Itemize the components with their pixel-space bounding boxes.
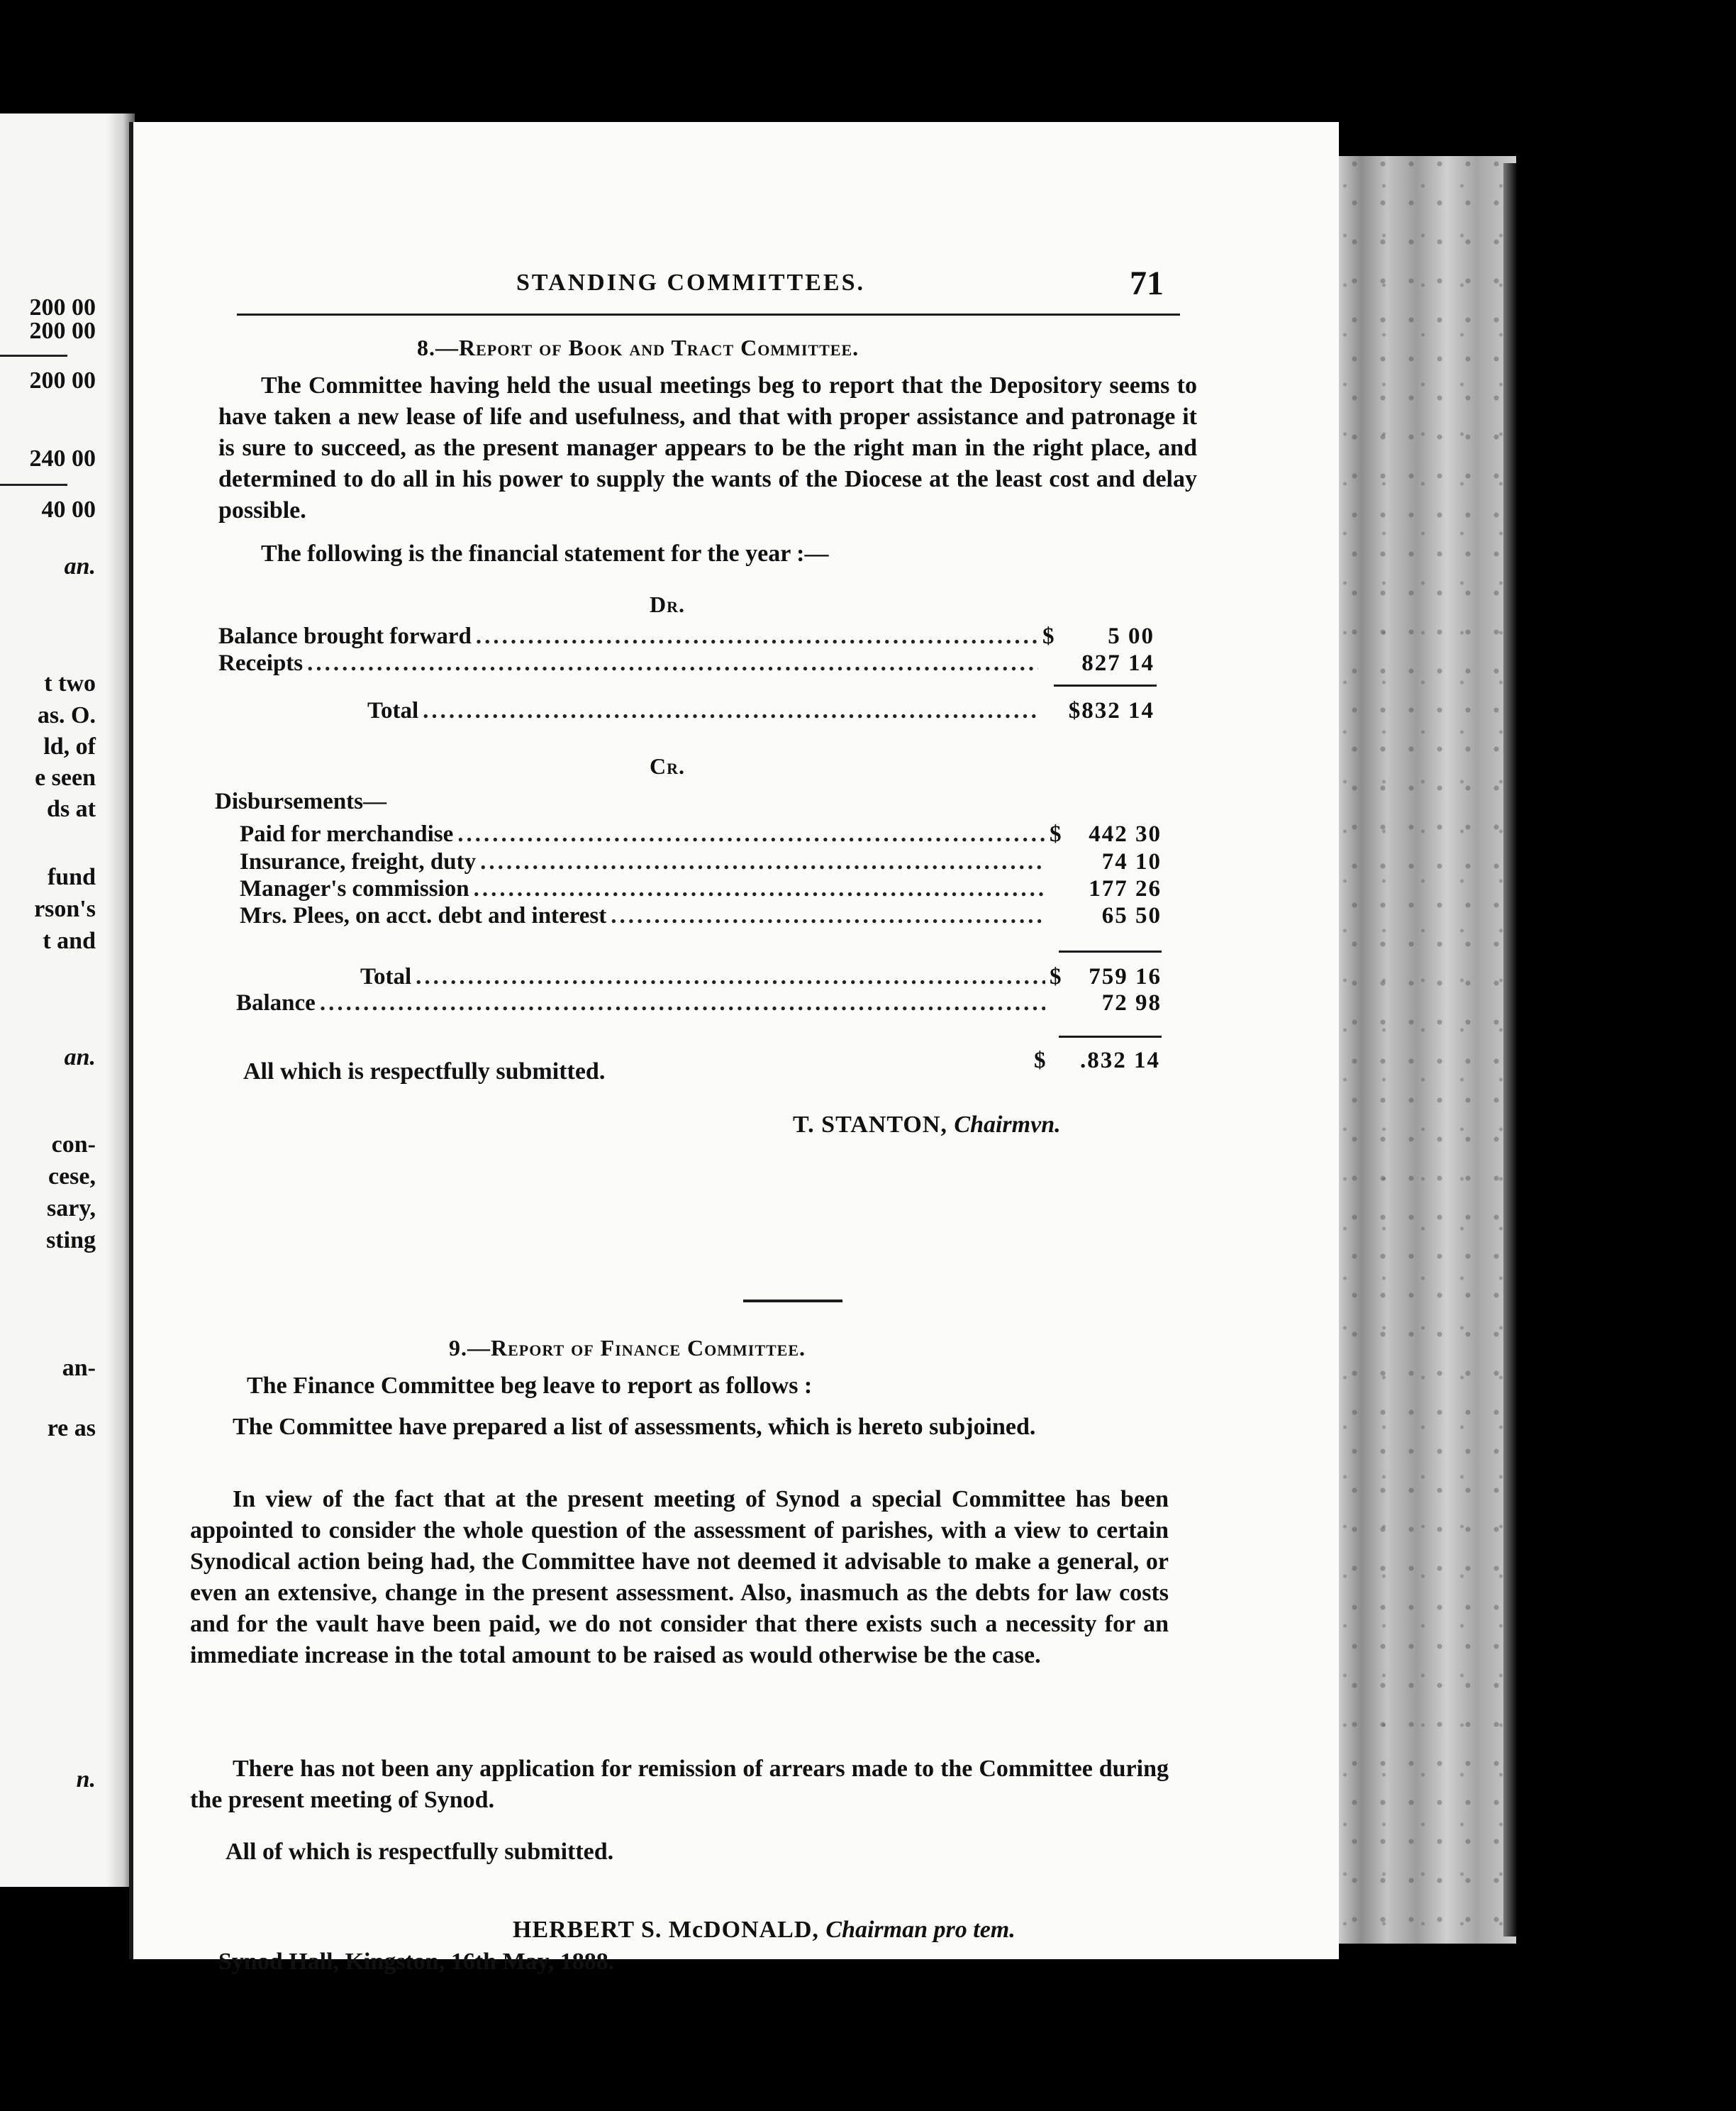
book-tract-closing: All which is respectfully submitted.: [243, 1058, 606, 1085]
ledger-leader-dots: [320, 990, 1045, 1016]
left-fragment: 200 00: [29, 318, 96, 344]
ledger-amount: 442 30: [1089, 821, 1162, 847]
ledger-label: Paid for merchandise: [240, 821, 454, 847]
left-fragment: t two: [44, 670, 96, 697]
finance-paragraph-3: In view of the fact that at the present meeting of Synod a special Committee has been appointed to consider the whole question of the assessment of parishes, with a view to certain Synodical action being had, the Committee have not deemed it advisable to make a general, or even an extensive, change in the present assessment. Also, inasmuch as the debts for law costs and for the vault have been paid, we do not consider that there exists such a necessity for an immediate increase in the total amount to be raised as would otherwise be the case.: [190, 1486, 1169, 1668]
left-fragment: 200 00: [29, 294, 96, 321]
sum-rule: [1059, 1036, 1162, 1038]
sum-rule: [1059, 951, 1162, 953]
ledger-label: Manager's commission: [240, 876, 469, 902]
ledger-currency: $: [1050, 821, 1062, 847]
left-fragment: 40 00: [41, 497, 96, 523]
left-fragment: sting: [46, 1227, 96, 1253]
signer-role: Chairman pro tem.: [825, 1917, 1016, 1943]
left-fragment-rule: [0, 355, 67, 357]
left-fragment: e seen: [35, 765, 96, 791]
finance-paragraph-2: The Committee have prepared a list of assessments, wħich is hereto subjoined.: [233, 1414, 1036, 1440]
finance-paragraph-4: There has not been any application for remission of arrears made to the Committee during the present meeting of Synod.: [190, 1756, 1169, 1813]
left-fragment: t and: [43, 928, 96, 954]
ledger-label: Mrs. Plees, on acct. debt and interest: [240, 903, 607, 929]
cr-row: [240, 876, 1162, 904]
ledger-currency: $: [1034, 1048, 1046, 1073]
ledger-amount: 5 00: [1108, 624, 1154, 649]
left-fragment-rule: [0, 484, 67, 486]
left-fragment: sary,: [47, 1195, 96, 1221]
page-edges: [1318, 156, 1516, 1944]
ledger-leader-dots: [474, 876, 1045, 902]
dr-row: [218, 624, 1154, 652]
place-and-date: Synod Hall, Kingston, 16th May, 1888.: [218, 1949, 615, 1975]
finance-signature: [513, 1917, 1016, 1944]
ledger-label: Receipts: [218, 650, 304, 676]
ledger-label: Balance brought forward: [218, 624, 472, 649]
finance-paragraph-1: The Finance Committee beg leave to report as follows :: [247, 1373, 813, 1399]
grand-total-row: [1034, 1048, 1162, 1076]
left-fragment: fund: [47, 864, 96, 890]
cr-row: [240, 821, 1162, 850]
dr-total-row: [367, 698, 1154, 726]
left-fragment: an.: [64, 1044, 96, 1070]
book-tract-title: 8.—Report of Book and Tract Committee.: [417, 335, 859, 360]
left-fragment: as. O.: [37, 702, 96, 728]
ledger-amount: $832 14: [1068, 698, 1154, 724]
left-fragment: ld, of: [43, 733, 96, 760]
ledger-leader-dots: [480, 849, 1045, 875]
finance-title: 9.—Report of Finance Committee.: [449, 1335, 806, 1361]
ledger-leader-dots: [423, 698, 1038, 724]
ledger-amount: .832 14: [1080, 1048, 1160, 1073]
left-fragment: 240 00: [29, 445, 96, 472]
ledger-leader-dots: [307, 650, 1038, 677]
cr-total-row: [360, 964, 1162, 992]
signer-name: T. STANTON,: [793, 1112, 947, 1138]
ledger-leader-dots: [611, 903, 1045, 929]
ledger-amount: 72 98: [1101, 990, 1162, 1016]
left-fragment: re as: [47, 1415, 96, 1441]
ledger-amount: 177 26: [1089, 876, 1162, 902]
book-tract-paragraph: The Committee having held the usual meetings beg to report that the Depository seems to have taken a new lease of life and usefulness, and that with proper assistance and patronage it is sure to succeed, as the present manager appears to be the right man in the right place, and determined to do all in his power to supply the wants of the Diocese at the least cost and delay possible.: [218, 372, 1197, 523]
left-fragment: rson's: [34, 896, 96, 922]
left-page-fragment: [0, 113, 135, 1887]
finance-closing: All of which is respectfully submitted.: [226, 1839, 614, 1865]
ledger-leader-dots: [416, 964, 1045, 990]
left-fragment: ds at: [47, 796, 96, 822]
ledger-currency: $: [1050, 964, 1062, 990]
signer-name: HERBERT S. McDONALD,: [513, 1917, 819, 1943]
ledger-amount: 759 16: [1089, 964, 1162, 990]
ledger-label: Balance: [236, 990, 316, 1016]
main-page: [129, 122, 1339, 1975]
ledger-label: Total: [360, 964, 412, 990]
ledger-amount: 65 50: [1101, 903, 1162, 929]
ledger-label: Insurance, freight, duty: [240, 849, 477, 875]
ledger-amount: 74 10: [1101, 849, 1162, 875]
left-fragment: an.: [64, 553, 96, 580]
ledger-label: Total: [367, 698, 419, 724]
balance-row: [236, 990, 1162, 1019]
disbursements-label: Disbursements—: [215, 789, 387, 814]
sum-rule: [1054, 685, 1157, 687]
left-fragment: con-: [51, 1131, 96, 1158]
signer-role: Chairmvn.: [954, 1112, 1061, 1138]
dr-heading: Dr.: [650, 592, 685, 617]
left-fragment: cese,: [48, 1163, 96, 1190]
book-tract-signature: [793, 1112, 1061, 1138]
ledger-leader-dots: [457, 821, 1045, 848]
cr-row: [240, 849, 1162, 877]
left-fragment: 200 00: [29, 367, 96, 394]
ledger-leader-dots: [476, 624, 1038, 650]
cr-row: [240, 903, 1162, 931]
page-edges-shadow: [1503, 163, 1518, 1937]
ledger-amount: 827 14: [1081, 650, 1154, 676]
section-separator: [743, 1300, 842, 1302]
dr-row: [218, 650, 1154, 679]
statement-intro: The following is the financial statement for the year :—: [261, 541, 829, 567]
running-head: STANDING COMMITTEES.: [516, 270, 865, 296]
ledger-currency: $: [1042, 624, 1055, 649]
header-rule: [237, 314, 1180, 316]
left-fragment: n.: [76, 1766, 96, 1793]
left-fragment: an-: [62, 1355, 96, 1381]
cr-heading: Cr.: [650, 753, 685, 779]
page-number: 71: [1130, 265, 1164, 302]
